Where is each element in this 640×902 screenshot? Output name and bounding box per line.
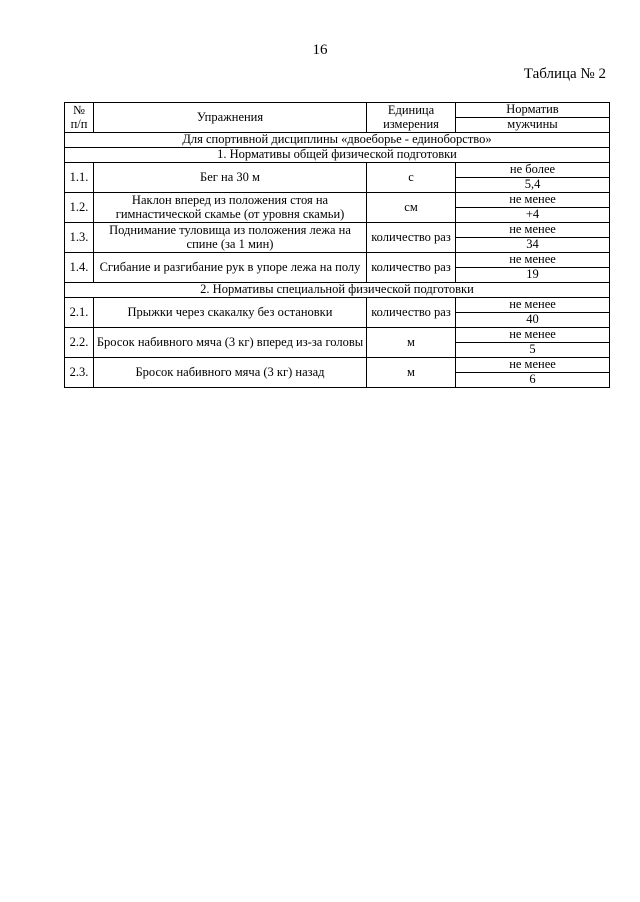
row-number: 1.1. — [65, 163, 94, 193]
row-exercise: Поднимание туловища из положения лежа на спине (за 1 мин) — [94, 223, 367, 253]
row-unit: количество раз — [367, 223, 456, 253]
row-exercise: Прыжки через скакалку без остановки — [94, 298, 367, 328]
row-value: 6 — [456, 373, 610, 388]
discipline-row — [65, 133, 610, 148]
row-exercise: Сгибание и разгибание рук в упоре лежа на полу — [94, 253, 367, 283]
row-number: 1.2. — [65, 193, 94, 223]
table-row — [65, 358, 610, 373]
row-value: 19 — [456, 268, 610, 283]
row-unit: с — [367, 163, 456, 193]
table-caption: Таблица № 2 — [523, 66, 606, 82]
row-exercise: Бросок набивного мяча (3 кг) вперед из-за головы — [94, 328, 367, 358]
row-value: 34 — [456, 238, 610, 253]
row-qualifier: не менее — [456, 328, 610, 343]
section-row — [65, 283, 610, 298]
page-number: 16 — [312, 42, 328, 58]
row-qualifier: не более — [456, 163, 610, 178]
row-qualifier: не менее — [456, 298, 610, 313]
row-number: 1.3. — [65, 223, 94, 253]
section-row — [65, 148, 610, 163]
table-row — [65, 298, 610, 313]
header-exercise: Упражнения — [94, 103, 367, 133]
row-unit: м — [367, 358, 456, 388]
table-row — [65, 193, 610, 208]
row-number: 1.4. — [65, 253, 94, 283]
table-row — [65, 163, 610, 178]
row-value: 5 — [456, 343, 610, 358]
section-title: 2. Нормативы специальной физической подготовки — [65, 283, 610, 298]
section-title: 1. Нормативы общей физической подготовки — [65, 148, 610, 163]
row-value: 40 — [456, 313, 610, 328]
row-unit: см — [367, 193, 456, 223]
norms-table — [64, 102, 610, 388]
row-exercise: Бросок набивного мяча (3 кг) назад — [94, 358, 367, 388]
row-value: 5,4 — [456, 178, 610, 193]
row-number: 2.3. — [65, 358, 94, 388]
row-exercise: Наклон вперед из положения стоя на гимнастической скамье (от уровня скамьи) — [94, 193, 367, 223]
row-qualifier: не менее — [456, 358, 610, 373]
header-norm: Норматив — [456, 103, 610, 118]
row-value: +4 — [456, 208, 610, 223]
header-unit: Единица измерения — [367, 103, 456, 133]
row-number: 2.1. — [65, 298, 94, 328]
norms-table-body — [65, 103, 610, 388]
header-num: № п/п — [65, 103, 94, 133]
table-row — [65, 328, 610, 343]
table-row — [65, 223, 610, 238]
row-unit: количество раз — [367, 298, 456, 328]
row-qualifier: не менее — [456, 223, 610, 238]
table-row — [65, 253, 610, 268]
row-exercise: Бег на 30 м — [94, 163, 367, 193]
header-row — [65, 103, 610, 118]
row-qualifier: не менее — [456, 193, 610, 208]
row-unit: м — [367, 328, 456, 358]
discipline-title: Для спортивной дисциплины «двоеборье - единоборство» — [65, 133, 610, 148]
header-gender: мужчины — [456, 118, 610, 133]
row-qualifier: не менее — [456, 253, 610, 268]
row-unit: количество раз — [367, 253, 456, 283]
row-number: 2.2. — [65, 328, 94, 358]
